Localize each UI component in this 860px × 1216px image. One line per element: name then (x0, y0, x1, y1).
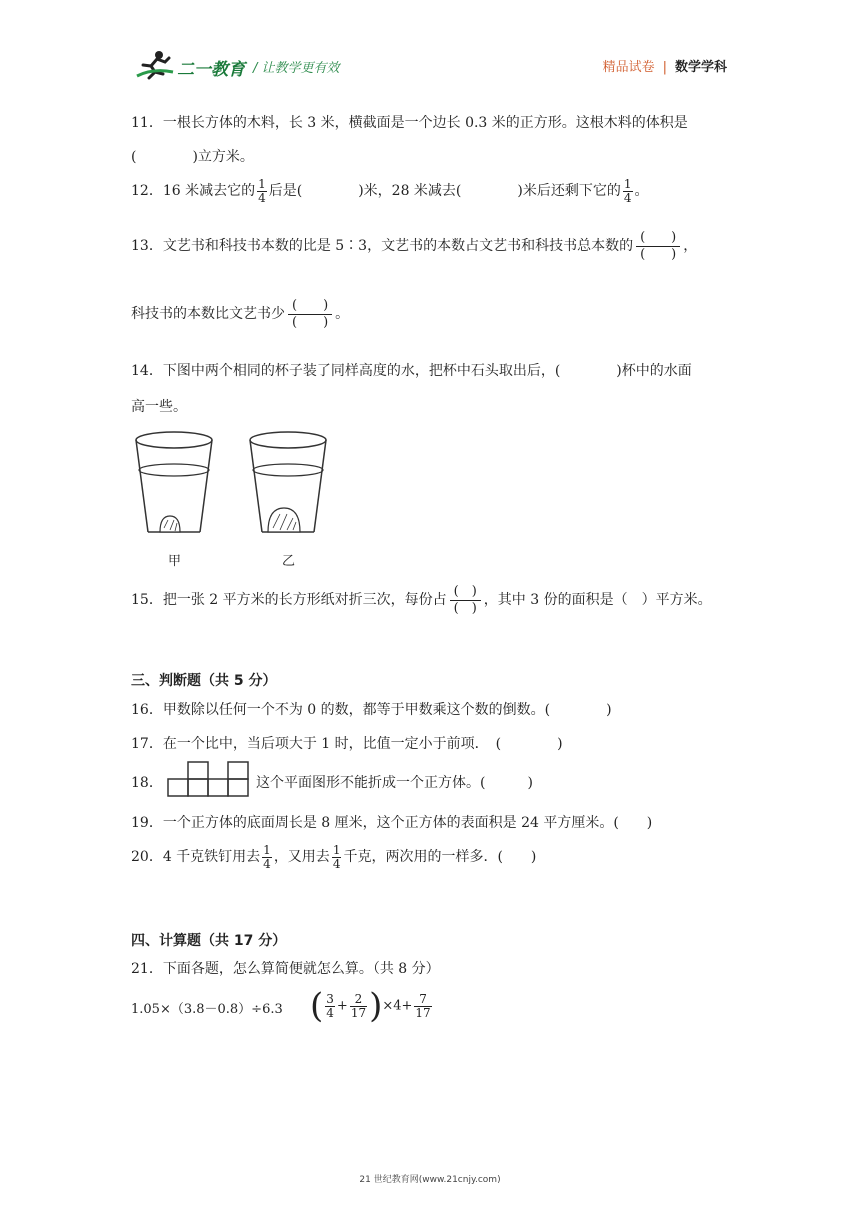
expr2-fraction-1 (325, 993, 335, 1019)
frac-denominator: 17 (350, 1005, 367, 1020)
paren-open: ( (310, 986, 324, 1026)
q20-text-2: ，又用去 (273, 849, 330, 866)
cup-label-yi: 乙 (282, 554, 296, 569)
frac-numerator: 1 (258, 177, 266, 191)
expr2-fraction-2 (350, 993, 367, 1019)
expr2-fraction-3 (414, 993, 431, 1019)
frac-numerator: ( ) (636, 230, 680, 247)
q15-text-2: ，其中 3 份的面积是（ ）平方米。 (483, 592, 712, 609)
q11-line1: 11．一根长方体的木料，长 3 米，横截面是一个边长 0.3 米的正方形。这根木料的体积是 (131, 115, 688, 131)
expr2-mid: ×4+ (382, 998, 413, 1014)
q13-line1 (131, 230, 697, 262)
q15-fraction-blank[interactable] (450, 584, 481, 616)
section-4-title: 四、计算题（共 17 分） (131, 933, 287, 949)
q15-text-1: 15．把一张 2 平方米的长方形纸对折三次，每份占 (131, 592, 447, 609)
q13-text-4: 。 (335, 306, 350, 323)
q12-text-2: 后是( )米，28 米减去( )米后还剩下它的 (268, 183, 621, 200)
header-right (603, 56, 727, 75)
q20-text-3: 千克，两次用的一样多．( ) (343, 849, 537, 866)
q21-expr-1: 1.05×（3.8－0.8）÷6.3 (131, 1002, 283, 1017)
runner-logo-icon (135, 50, 175, 80)
q13-text-1: 13．文艺书和科技书本数的比是 5∶3，文艺书的本数占文艺书和科技书总本数的 (131, 238, 634, 255)
q13-fraction-blank-1[interactable] (636, 230, 680, 262)
expr2-plus: + (336, 998, 348, 1014)
frac-denominator: 4 (263, 856, 271, 871)
q20-text-1: 20．4 千克铁钉用去 (131, 849, 261, 866)
q13-line2 (131, 298, 349, 330)
q18-number: 18． (131, 775, 163, 791)
q12-fraction-2 (623, 178, 633, 204)
header-tag-premium: 精品试卷 (602, 60, 655, 75)
frac-denominator: 4 (623, 190, 632, 205)
q13-text-2: ， (683, 238, 698, 255)
frac-numerator: ( ) (450, 584, 481, 601)
cup-jia-icon (136, 432, 212, 532)
frac-denominator: 4 (332, 856, 341, 871)
q11-line2: ( )立方米。 (131, 149, 254, 165)
q12-text-3: 。 (634, 183, 649, 200)
q21-expr-2 (310, 986, 434, 1026)
header-separator: | (662, 60, 667, 75)
frac-numerator: 2 (350, 993, 367, 1007)
section-3-title: 三、判断题（共 5 分） (131, 673, 277, 689)
frac-denominator: ( ) (453, 600, 477, 616)
q16: 16．甲数除以任何一个不为 0 的数，都等于甲数乘这个数的倒数。( ) (131, 702, 612, 718)
frac-denominator: ( ) (640, 246, 677, 262)
q20 (131, 844, 536, 870)
frac-numerator: 1 (263, 843, 271, 857)
q14-line2: 高一些。 (131, 399, 187, 415)
q13-fraction-blank-2[interactable] (288, 298, 332, 330)
q21-intro: 21．下面各题，怎么算简便就怎么算。（共 8 分） (131, 961, 440, 977)
logo-text: 二一教育 (177, 60, 245, 80)
q12 (131, 178, 649, 204)
q20-fraction-1 (262, 844, 272, 870)
q20-fraction-2 (332, 844, 342, 870)
frac-denominator: 17 (415, 1005, 431, 1020)
header-tag-subject: 数学学科 (674, 60, 727, 75)
header-slogan: / 让教学更有效 (253, 61, 340, 76)
frac-numerator: 1 (332, 843, 341, 857)
q14-line1: 14．下图中两个相同的杯子装了同样高度的水，把杯中石头取出后，( )杯中的水面 (131, 363, 692, 379)
frac-numerator: ( ) (288, 298, 332, 315)
q13-text-3: 科技书的本数比文艺书少 (131, 306, 285, 323)
header-logo (135, 48, 385, 82)
frac-numerator: 3 (326, 991, 334, 1006)
cups-figure (130, 428, 340, 568)
cup-yi-icon (250, 432, 326, 532)
page-footer: 21 世纪教育网(www.21cnjy.com) (359, 1175, 501, 1185)
paren-close: ) (369, 986, 383, 1026)
q18-text: 这个平面图形不能折成一个正方体。( ) (256, 775, 533, 791)
cup-label-jia: 甲 (168, 554, 182, 569)
q12-text-1: 12．16 米减去它的 (131, 183, 256, 200)
cube-net-figure (166, 760, 256, 798)
q12-fraction-1 (257, 178, 267, 204)
q15 (131, 584, 712, 616)
q17: 17．在一个比中，当后项大于 1 时，比值一定小于前项． ( ) (131, 736, 563, 752)
q19: 19．一个正方体的底面周长是 8 厘米，这个正方体的表面积是 24 平方厘米。( ) (131, 815, 653, 831)
frac-denominator: 4 (326, 1005, 334, 1020)
frac-numerator: 7 (414, 993, 431, 1007)
frac-denominator: 4 (258, 190, 266, 205)
frac-denominator: ( ) (292, 314, 329, 330)
frac-numerator: 1 (623, 177, 632, 191)
